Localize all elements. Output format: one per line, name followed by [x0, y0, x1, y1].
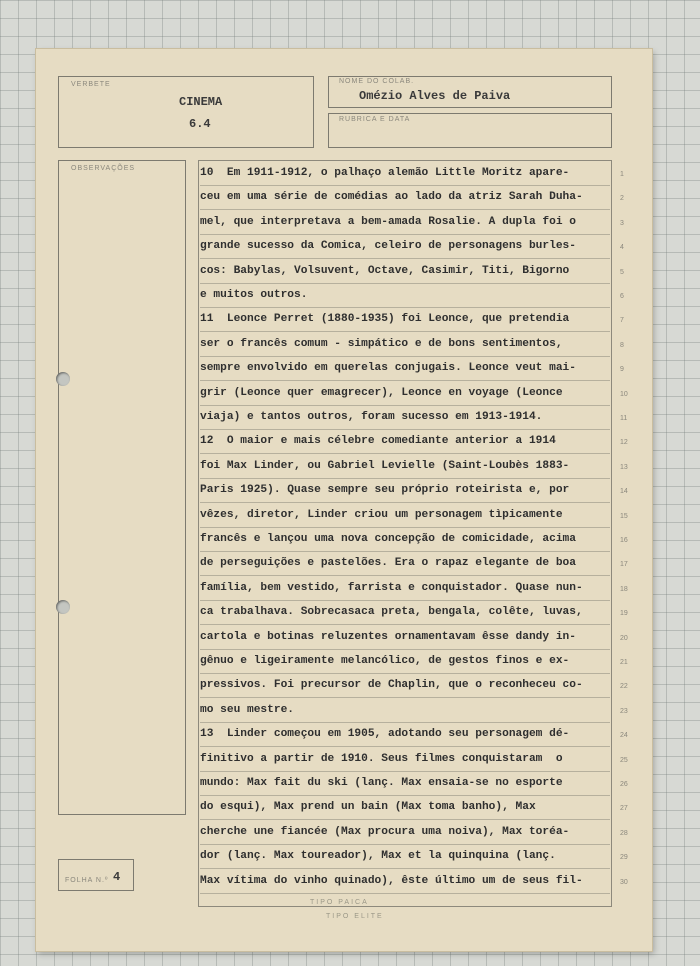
text-line: ceu em uma série de comédias ao lado da atriz Sarah Duha-	[200, 185, 610, 210]
verbete-subject: CINEMA	[179, 95, 223, 109]
line-number: 23	[620, 707, 628, 715]
punch-hole-bottom	[56, 600, 70, 614]
line-number: 19	[620, 610, 628, 618]
line-number: 10	[620, 390, 628, 398]
text-line: vêzes, diretor, Linder criou um personagem tìpicamente	[200, 503, 610, 528]
text-line: de perseguições e pastelões. Era o rapaz elegante de boa	[200, 551, 610, 576]
line-number: 30	[620, 878, 628, 886]
folha-label: FOLHA N.º	[65, 877, 109, 884]
text-line: e muitos outros.	[200, 283, 610, 308]
text-line: dor (lanç. Max toureador), Max et la quinquina (lanç.	[200, 844, 610, 869]
verbete-code: 6.4	[189, 117, 211, 131]
line-number: 7	[620, 317, 624, 325]
folha-box	[58, 859, 134, 891]
line-number: 21	[620, 659, 628, 666]
text-line: 13 Linder começou em 1905, adotando seu personagem dé-	[200, 722, 610, 747]
text-line: grande sucesso da Comica, celeiro de personagens burles-	[200, 234, 610, 259]
verbete-label: VERBETE	[71, 81, 111, 88]
footer-paica: TIPO PAICA	[310, 899, 369, 906]
line-number: 24	[620, 732, 628, 740]
rubrica-label: RUBRICA E DATA	[339, 116, 411, 123]
line-number: 11	[620, 415, 628, 422]
text-line: francês e lançou uma nova concepção de comicidade, acima	[200, 527, 610, 552]
text-line: cartola e botinas reluzentes ornamentavam êsse dandy in-	[200, 625, 610, 650]
text-line: viaja) e tantos outros, foram sucesso em 1913-1914.	[200, 405, 610, 430]
author-label: NOME DO COLAB.	[339, 78, 415, 85]
text-line: ser o francês comum - simpático e de bons sentimentos,	[200, 332, 610, 357]
line-number: 9	[620, 366, 624, 374]
text-line: grir (Leonce quer emagrecer), Leonce en voyage (Leonce	[200, 381, 610, 406]
punch-hole-top	[56, 372, 70, 386]
line-number: 22	[620, 683, 628, 691]
author-box	[328, 76, 612, 108]
line-number: 6	[620, 293, 624, 300]
line-number: 4	[620, 244, 624, 252]
line-number: 12	[620, 439, 628, 447]
text-line: 11 Leonce Perret (1880-1935) foi Leonce, que pretendia	[200, 307, 610, 332]
text-line: finitivo a partir de 1910. Seus filmes conquistaram o	[200, 747, 610, 772]
text-line: foi Max Linder, ou Gabriel Levielle (Saint-Loubès 1883-	[200, 454, 610, 479]
observacoes-box	[58, 160, 186, 815]
text-line: 10 Em 1911-1912, o palhaço alemão Little Moritz apare-	[200, 161, 610, 186]
rubrica-box	[328, 113, 612, 148]
author-name: Omézio Alves de Paiva	[359, 89, 511, 103]
line-number: 26	[620, 781, 628, 788]
line-number: 3	[620, 219, 624, 227]
text-line: Max vítima do vinho quinado), êste último um de seus fil-	[200, 869, 610, 894]
text-line: sempre envolvido em querelas conjugais. Leonce veut mai-	[200, 356, 610, 381]
text-line: gênuo e ligeiramente melancólico, de gestos finos e ex-	[200, 649, 610, 674]
line-number: 14	[620, 488, 628, 496]
line-number: 28	[620, 829, 628, 837]
text-line: mo seu mestre.	[200, 698, 610, 723]
line-number: 18	[620, 585, 628, 593]
text-line: do esqui), Max prend un bain (Max toma banho), Max	[200, 795, 610, 820]
line-number: 25	[620, 756, 628, 764]
line-number: 5	[620, 268, 624, 276]
line-number: 20	[620, 634, 628, 642]
verbete-box	[58, 76, 314, 148]
text-line: família, bem vestido, farrista e conquistador. Quase nun-	[200, 576, 610, 601]
line-number: 1	[620, 171, 624, 178]
text-line: mundo: Max fait du ski (lanç. Max ensaia-se no esporte	[200, 771, 610, 796]
folha-number: 4	[113, 870, 121, 884]
footer-elite: TIPO ELITE	[326, 913, 384, 920]
line-number: 29	[620, 854, 628, 862]
text-line: pressivos. Foi precursor de Chaplin, que o reconheceu co-	[200, 673, 610, 698]
text-line: ca trabalhava. Sobrecasaca preta, bengala, colête, luvas,	[200, 600, 610, 625]
main-text	[200, 161, 610, 905]
line-number: 13	[620, 463, 628, 471]
line-number: 15	[620, 512, 628, 520]
text-line: cos: Babylas, Volsuvent, Octave, Casimir, Titi, Bigorno	[200, 259, 610, 284]
line-number: 27	[620, 805, 628, 813]
line-number: 8	[620, 341, 624, 349]
text-line: mel, que interpretava a bem-amada Rosalie. A dupla foi o	[200, 210, 610, 235]
text-line: cherche une fiancée (Max procura uma noiva), Max toréa-	[200, 820, 610, 845]
line-number: 2	[620, 195, 624, 203]
text-line: Paris 1925). Quase sempre seu próprio roteirista e, por	[200, 478, 610, 503]
index-card	[36, 49, 652, 951]
line-number: 17	[620, 561, 628, 569]
text-line: 12 O maior e mais célebre comediante anterior a 1914	[200, 429, 610, 454]
observacoes-label: OBSERVAÇÕES	[71, 165, 136, 172]
line-number: 16	[620, 537, 628, 544]
